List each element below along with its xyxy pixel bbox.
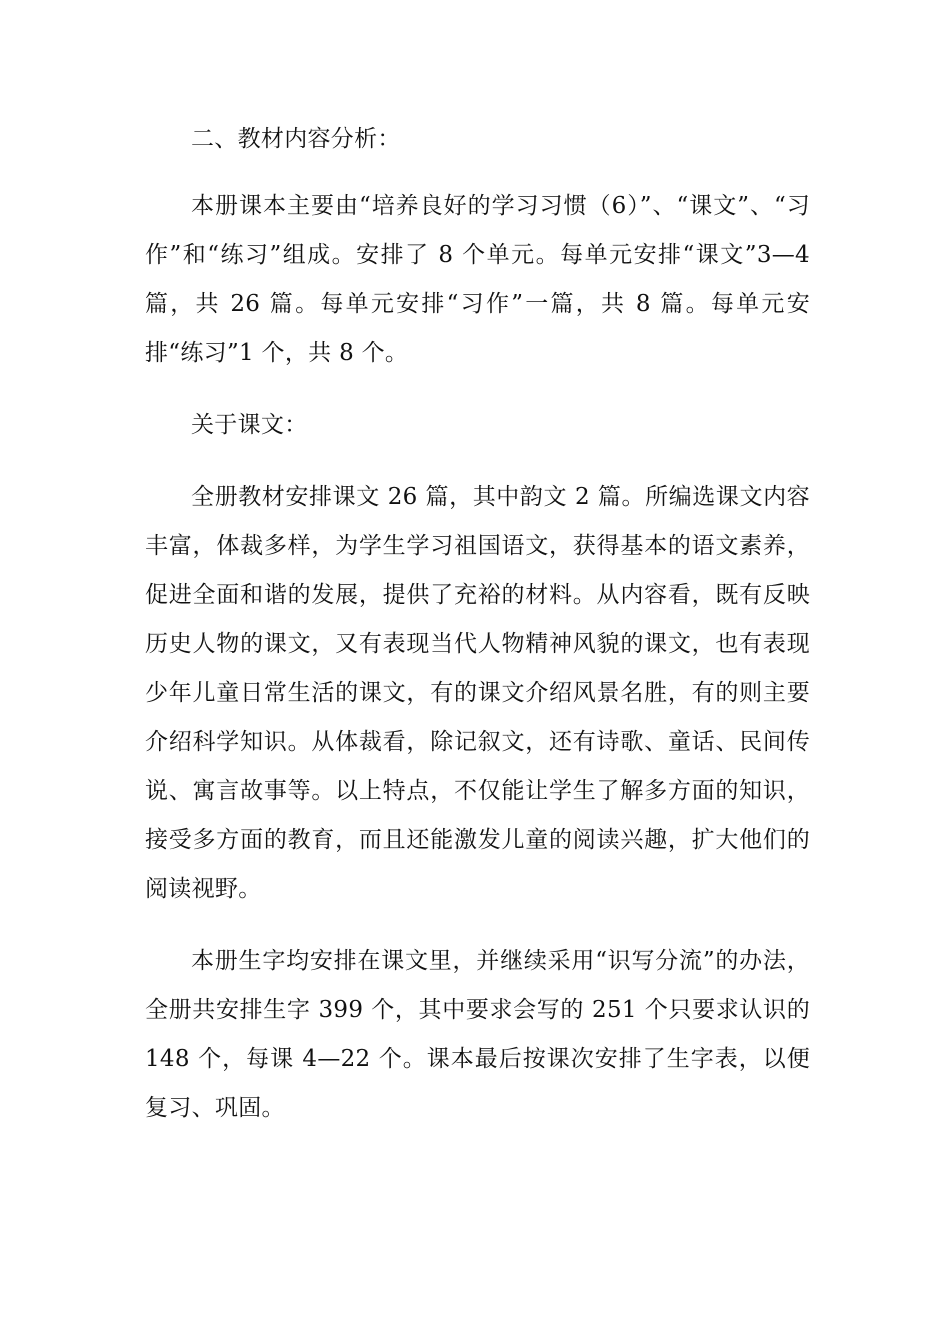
texts-paragraph: 全册教材安排课文 26 篇，其中韵文 2 篇。所编选课文内容丰富，体裁多样，为学生学习祖国语文，获得基本的语文素养，促进全面和谐的发展，提供了充裕的材料。从内容看，既有反映历史人物的课文，又有表现当代人物精神风貌的课文，也有表现少年儿童日常生活的课文，有的课文介绍风景名胜，有的则主要介绍科学知识。从体裁看，除记叙文，还有诗歌、童话、民间传说、寓言故事等。以上特点，不仅能让学生了解多方面的知识，接受多方面的教育，而且还能激发儿童的阅读兴趣，扩大他们的阅读视野。: [145, 484, 810, 902]
characters-paragraph: 本册生字均安排在课文里，并继续采用“识写分流”的办法，全册共安排生字 399 个，其中要求会写的 251 个只要求认识的 148 个，每课 4—22 个。课本最后按课次安排了生字表，以便复习、巩固。: [145, 948, 810, 1121]
intro-paragraph: 本册课本主要由“培养良好的学习习惯（6）”、“课文”、“习作”和“练习”组成。安排了 8 个单元。每单元安排“课文”3—4 篇，共 26 篇。每单元安排“习作”一篇，共 8 篇。每单元安排“练习”1 个，共 8 个。: [145, 193, 810, 366]
section-heading: 二、教材内容分析：: [191, 126, 401, 152]
subheading-texts: 关于课文：: [191, 412, 308, 438]
